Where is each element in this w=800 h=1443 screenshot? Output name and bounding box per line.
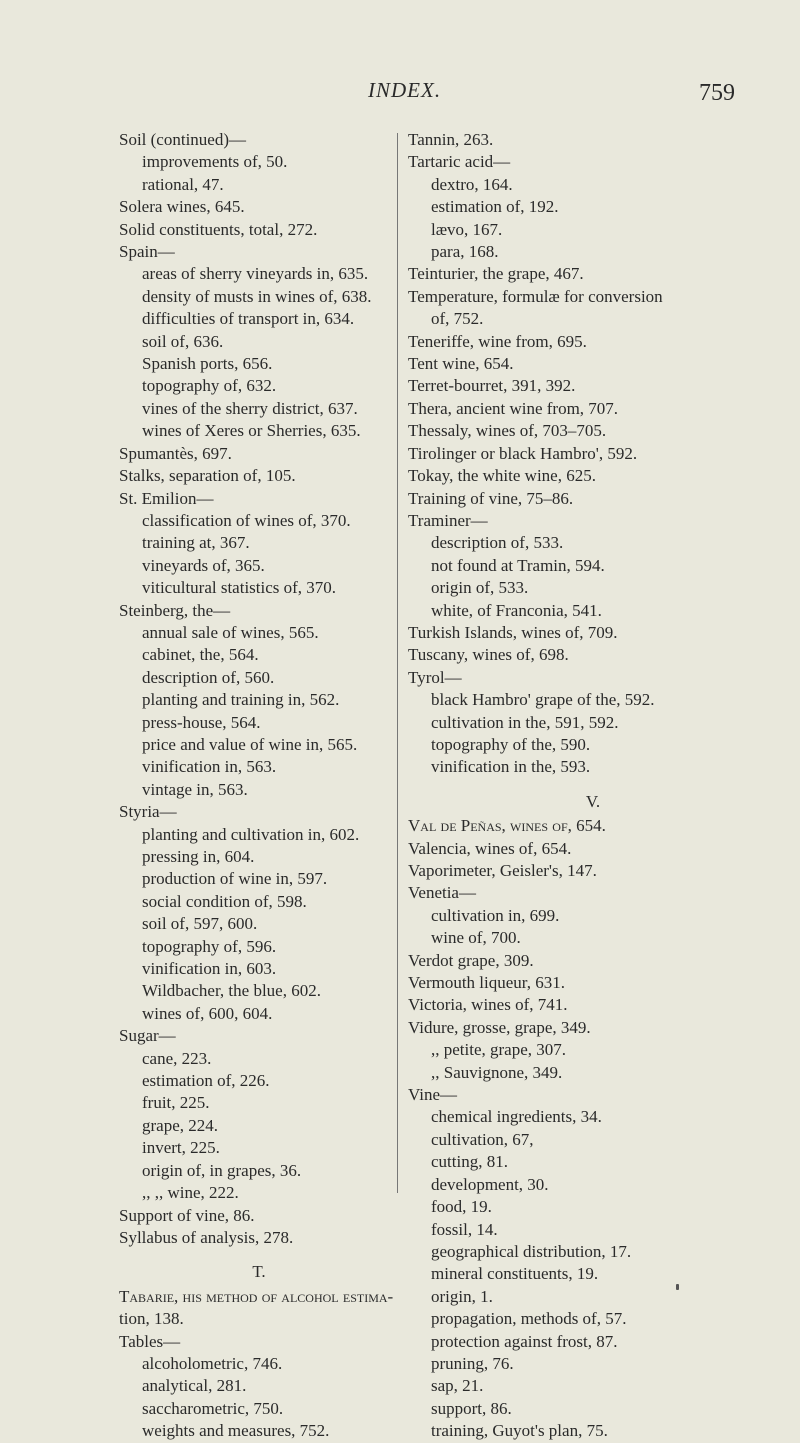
index-subentry: white, of Franconia, 541.: [431, 600, 602, 620]
index-subentry: planting and cultivation in, 602.: [142, 824, 360, 844]
index-subentry: vinification in, 603.: [142, 959, 277, 979]
right-column: [408, 129, 778, 1443]
index-subentry: press-house, 564.: [142, 712, 261, 732]
index-subentry: vinification in the, 593.: [431, 757, 591, 777]
index-subentry: vines of the sherry district, 637.: [142, 398, 358, 418]
index-entry: Tables—: [119, 1331, 181, 1351]
index-subentry: classification of wines of, 370.: [142, 510, 351, 530]
index-subentry: training at, 367.: [142, 533, 250, 553]
index-entry: Thessaly, wines of, 703–705.: [408, 421, 607, 441]
index-subentry: para, 168.: [431, 242, 499, 262]
index-entry: Turkish Islands, wines of, 709.: [408, 622, 618, 642]
index-subentry: estimation of, 192.: [431, 197, 559, 217]
index-subentry: vintage in, 563.: [142, 779, 248, 799]
index-entry: Spumantès, 697.: [119, 443, 232, 463]
index-subentry: cultivation in, 699.: [431, 905, 560, 925]
index-entry: Soil (continued)—: [119, 130, 247, 149]
index-subentry: chemical ingredients, 34.: [431, 1107, 602, 1127]
index-subentry: annual sale of wines, 565.: [142, 622, 319, 642]
index-entry: Styria—: [119, 802, 177, 822]
index-subentry: production of wine in, 597.: [142, 869, 328, 889]
index-entry: Victoria, wines of, 741.: [408, 995, 568, 1015]
index-subentry: invert, 225.: [142, 1138, 220, 1158]
left-column: [119, 129, 399, 1443]
index-subentry: areas of sherry vineyards in, 635.: [142, 264, 369, 284]
index-entry: Teneriffe, wine from, 695.: [408, 331, 587, 351]
index-subentry: analytical, 281.: [142, 1376, 247, 1396]
index-entry: Spain—: [119, 242, 175, 262]
index-entry-continuation: of, 752.: [431, 309, 484, 329]
index-subentry: description of, 533.: [431, 533, 564, 553]
index-subentry: Spanish ports, 656.: [142, 354, 273, 374]
index-subentry: not found at Tramin, 594.: [431, 555, 605, 575]
index-entry: Tokay, the white wine, 625.: [408, 466, 596, 486]
index-entry: Traminer—: [408, 510, 488, 530]
index-subentry: viticultural statistics of, 370.: [142, 578, 337, 598]
index-entry: Tartaric acid—: [408, 152, 511, 172]
index-entry: Solid constituents, total, 272.: [119, 219, 318, 239]
index-subentry: rational, 47.: [142, 174, 224, 194]
index-subentry: support, 86.: [431, 1398, 512, 1418]
index-subentry: cane, 223.: [142, 1048, 212, 1068]
index-subentry: protection against frost, 87.: [431, 1331, 618, 1351]
index-subentry: alcoholometric, 746.: [142, 1353, 283, 1373]
index-subentry: Wildbacher, the blue, 602.: [142, 981, 321, 1001]
index-subentry: soil of, 636.: [142, 331, 224, 351]
index-subentry: development, 30.: [431, 1174, 549, 1194]
index-subentry: mineral constituents, 19.: [431, 1264, 599, 1284]
index-entry: Terret-bourret, 391, 392.: [408, 376, 576, 396]
index-entry: Venetia—: [408, 883, 476, 903]
index-entry: Valencia, wines of, 654.: [408, 838, 572, 858]
index-subentry: propagation, methods of, 57.: [431, 1309, 627, 1329]
index-entry: Steinberg, the—: [119, 600, 231, 620]
index-subentry: cultivation in the, 591, 592.: [431, 712, 619, 732]
index-subentry: geographical distribution, 17.: [431, 1241, 632, 1261]
section-letter-v: V.: [585, 791, 601, 811]
index-subentry: pressing in, 604.: [142, 847, 255, 866]
index-entry: Thera, ancient wine from, 707.: [408, 398, 619, 418]
index-entry: Support of vine, 86.: [119, 1205, 255, 1225]
index-entry: Val de Peñas, wines of, 654.: [408, 816, 606, 836]
print-mark: [676, 1284, 679, 1290]
index-subentry: cultivation, 67,: [431, 1129, 534, 1149]
index-subentry: improvements of, 50.: [142, 152, 288, 172]
index-subentry: black Hambro' grape of the, 592.: [431, 690, 655, 710]
index-subentry: lævo, 167.: [431, 219, 503, 239]
index-subentry: soil of, 597, 600.: [142, 914, 258, 934]
index-subentry: origin of, in grapes, 36.: [142, 1160, 302, 1180]
page-number: 759: [699, 80, 735, 106]
index-subentry: planting and training in, 562.: [142, 690, 340, 710]
index-entry: Tannin, 263.: [408, 130, 494, 149]
index-subentry: dextro, 164.: [431, 174, 513, 194]
index-subentry: training, Guyot's plan, 75.: [431, 1421, 608, 1441]
index-subentry: fruit, 225.: [142, 1093, 210, 1113]
index-subentry: wines of Xeres or Sherries, 635.: [142, 421, 361, 441]
index-entry: Vaporimeter, Geisler's, 147.: [408, 861, 597, 880]
index-subentry: topography of the, 590.: [431, 734, 591, 754]
index-entry-continuation: tion, 138.: [119, 1309, 184, 1329]
index-subentry: vineyards of, 365.: [142, 555, 265, 575]
index-entry: Vermouth liqueur, 631.: [408, 973, 566, 993]
index-entry: Tabarie, his method of alcohol estima-: [119, 1286, 394, 1306]
index-subentry: wines of, 600, 604.: [142, 1003, 273, 1023]
index-entry: St. Emilion—: [119, 488, 214, 508]
index-subentry: saccharometric, 750.: [142, 1398, 284, 1418]
index-subentry: grape, 224.: [142, 1115, 219, 1135]
index-entry: Sugar—: [119, 1026, 176, 1046]
running-header: INDEX.: [368, 78, 442, 102]
index-entry: Syllabus of analysis, 278.: [119, 1227, 294, 1247]
index-subentry: ,, petite, grape, 307.: [431, 1040, 567, 1060]
index-subentry: density of musts in wines of, 638.: [142, 286, 372, 306]
index-subentry: origin, 1.: [431, 1286, 493, 1306]
index-subentry: weights and measures, 752.: [142, 1421, 330, 1441]
index-subentry: origin of, 533.: [431, 578, 529, 598]
index-subentry: sap, 21.: [431, 1376, 484, 1396]
index-entry: Training of vine, 75–86.: [408, 488, 574, 508]
index-entry: Vine—: [408, 1085, 458, 1105]
index-entry: Stalks, separation of, 105.: [119, 466, 296, 486]
index-entry: Solera wines, 645.: [119, 197, 245, 217]
index-subentry: topography of, 632.: [142, 376, 277, 396]
index-subentry: cutting, 81.: [431, 1152, 508, 1172]
index-entry: Tuscany, wines of, 698.: [408, 645, 569, 665]
index-subentry: vinification in, 563.: [142, 757, 277, 777]
index-subentry: wine of, 700.: [431, 928, 521, 948]
index-subentry: price and value of wine in, 565.: [142, 734, 358, 754]
index-entry: Verdot grape, 309.: [408, 950, 534, 970]
index-entry: Temperature, formulæ for conversion: [408, 286, 663, 306]
index-entry: Tirolinger or black Hambro', 592.: [408, 443, 638, 463]
index-entry: Tent wine, 654.: [408, 354, 514, 374]
index-subentry: description of, 560.: [142, 667, 275, 687]
section-letter-t: T.: [252, 1262, 266, 1282]
index-subentry: pruning, 76.: [431, 1353, 514, 1373]
index-subentry: estimation of, 226.: [142, 1071, 270, 1091]
index-subentry: cabinet, the, 564.: [142, 645, 259, 665]
index-entry: Tyrol—: [408, 667, 462, 687]
index-entry: Vidure, grosse, grape, 349.: [408, 1017, 591, 1037]
column-divider: [397, 133, 398, 1193]
index-subentry: ,, Sauvignone, 349.: [431, 1062, 563, 1082]
index-subentry: ,, ,, wine, 222.: [142, 1183, 239, 1203]
index-subentry: fossil, 14.: [431, 1219, 498, 1239]
index-subentry: topography of, 596.: [142, 936, 277, 956]
index-subentry: food, 19.: [431, 1197, 492, 1217]
index-subentry: social condition of, 598.: [142, 891, 307, 911]
index-subentry: difficulties of transport in, 634.: [142, 309, 355, 329]
index-entry: Teinturier, the grape, 467.: [408, 264, 584, 284]
